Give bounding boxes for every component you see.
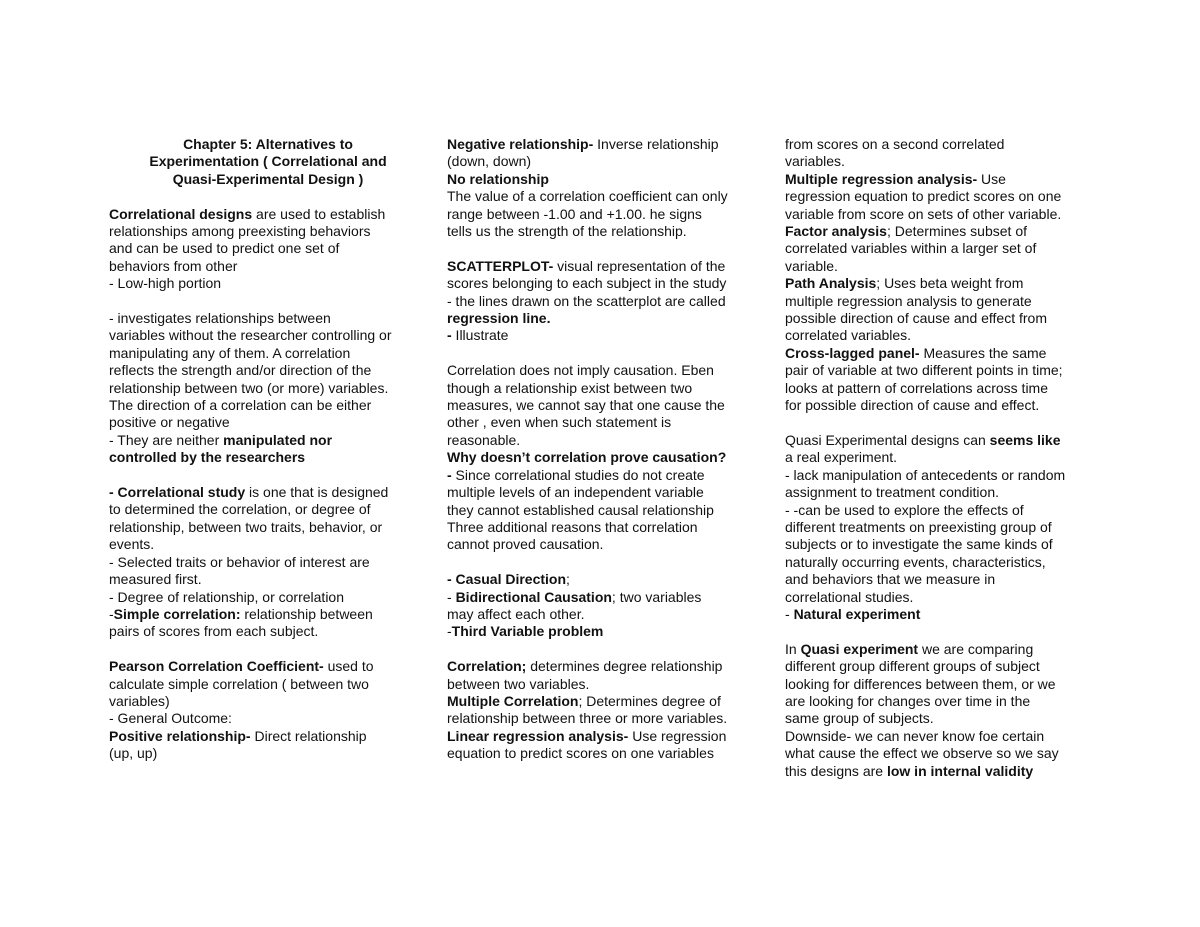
bold-term: Natural experiment <box>793 605 921 622</box>
text-line <box>785 310 1103 327</box>
text-segment: positive or negative <box>109 414 230 431</box>
text-line <box>785 136 1103 153</box>
text-line <box>785 240 1103 257</box>
text-line <box>109 676 427 693</box>
text-segment: correlated variables within a larger set of <box>785 240 1037 257</box>
text-line <box>785 206 1103 223</box>
text-segment: variables without the researcher controlling or <box>109 327 392 344</box>
text-line <box>785 327 1103 344</box>
text-segment: - <box>785 605 794 622</box>
text-segment: - <box>447 623 452 640</box>
text-segment: range between -1.00 and +1.00. he signs <box>447 205 702 222</box>
text-line <box>109 484 427 501</box>
text-line <box>447 606 765 623</box>
text-line <box>447 223 765 240</box>
text-segment: calculate simple correlation ( between two <box>109 675 369 692</box>
text-line <box>447 327 765 344</box>
text-segment: ; <box>566 571 570 588</box>
text-line <box>109 380 427 397</box>
text-line <box>447 467 765 484</box>
text-line <box>785 380 1103 397</box>
text-line <box>109 397 427 414</box>
text-line <box>785 710 1103 727</box>
text-segment: ; Uses beta weight from <box>876 275 1024 292</box>
text-line <box>785 153 1103 170</box>
blank-line <box>109 293 427 310</box>
text-segment: relationship, between two traits, behavior, or <box>109 518 383 535</box>
text-line <box>447 693 765 710</box>
bold-term: Third Variable problem <box>451 623 604 640</box>
text-line <box>785 432 1103 449</box>
text-segment: what cause the effect we observe so we say <box>785 745 1059 762</box>
page-title-line <box>109 171 427 188</box>
bold-term: Why doesn’t correlation prove causation? <box>447 449 727 466</box>
text-segment: Measures the same <box>919 344 1047 361</box>
text-line <box>109 223 427 240</box>
text-line <box>785 606 1103 623</box>
text-line <box>447 136 765 153</box>
text-line <box>785 693 1103 710</box>
text-segment: between two variables. <box>447 675 590 692</box>
text-line <box>447 519 765 536</box>
text-line <box>447 362 765 379</box>
text-line <box>109 519 427 536</box>
text-line <box>109 571 427 588</box>
text-line <box>785 467 1103 484</box>
bold-term: regression line. <box>447 310 551 327</box>
text-segment: subjects or to investigate the same kinds of <box>785 536 1053 553</box>
text-segment: - Selected traits or behavior of interest are <box>109 553 370 570</box>
text-line <box>109 554 427 571</box>
text-segment: correlational studies. <box>785 588 914 605</box>
text-segment: - Low-high portion <box>109 275 222 292</box>
text-segment: from scores on a second correlated <box>785 136 1005 152</box>
text-line <box>109 275 427 292</box>
text-line <box>785 502 1103 519</box>
bold-term: Multiple regression analysis- <box>785 170 978 187</box>
blank-line <box>109 467 427 484</box>
text-line <box>447 676 765 693</box>
text-line <box>109 623 427 640</box>
text-segment: looks at pattern of correlations across time <box>785 379 1049 396</box>
text-segment: assignment to treatment condition. <box>785 484 1000 501</box>
text-segment: tells us the strength of the relationship. <box>447 223 687 240</box>
text-segment: variables. <box>785 153 845 170</box>
text-segment: events. <box>109 536 155 553</box>
text-segment: is one that is designed <box>245 484 389 501</box>
text-segment: different treatments on preexisting group of <box>785 518 1052 535</box>
text-segment: Direct relationship <box>250 727 367 744</box>
text-line <box>447 449 765 466</box>
text-segment: for possible direction of cause and effect. <box>785 397 1040 414</box>
text-segment: reasonable. <box>447 431 521 448</box>
text-segment: - -can be used to explore the effects of <box>785 501 1024 518</box>
text-line <box>447 397 765 414</box>
text-line <box>447 589 765 606</box>
text-segment: - lack manipulation of antecedents or random <box>785 466 1066 483</box>
bold-term: Correlational designs <box>109 205 253 222</box>
text-segment: and can be used to predict one set of <box>109 240 340 257</box>
bold-term: Path Analysis <box>785 275 877 292</box>
bold-term: Positive relationship- <box>109 727 251 744</box>
text-segment: Use <box>977 170 1006 187</box>
bold-term: Correlation; <box>447 658 527 675</box>
bold-term: low in internal validity <box>886 762 1034 779</box>
text-line <box>447 536 765 553</box>
text-line <box>447 484 765 501</box>
text-line <box>785 676 1103 693</box>
page-title-line <box>109 153 427 170</box>
text-line <box>785 641 1103 658</box>
text-segment: and behaviors that we measure in <box>785 571 996 588</box>
text-line <box>447 275 765 292</box>
text-line <box>109 728 427 745</box>
text-segment: we are comparing <box>918 640 1034 657</box>
text-segment: Experimentation ( Correlational and <box>149 153 387 170</box>
text-segment: - They are neither <box>109 431 224 448</box>
text-line <box>447 502 765 519</box>
text-line <box>109 310 427 327</box>
text-line <box>785 519 1103 536</box>
bold-term: Cross-lagged panel- <box>785 344 920 361</box>
text-line <box>785 745 1103 762</box>
text-line <box>785 571 1103 588</box>
text-segment: they cannot established causal relationship <box>447 501 714 518</box>
text-line <box>785 188 1103 205</box>
text-segment: a real experiment. <box>785 449 898 466</box>
text-line <box>785 554 1103 571</box>
text-line <box>785 589 1103 606</box>
bold-term: - Casual Direction <box>447 571 567 588</box>
text-segment: used to <box>323 658 374 675</box>
text-segment: relationship between two (or more) variables. <box>109 379 389 396</box>
text-line <box>109 327 427 344</box>
bold-term: Negative relationship- <box>447 136 594 152</box>
text-segment: other , even when such statement is <box>447 414 672 431</box>
text-segment: scores belonging to each subject in the study <box>447 275 727 292</box>
text-segment: - investigates relationships between <box>109 310 331 327</box>
text-line <box>447 171 765 188</box>
text-segment: Use regression <box>628 727 727 744</box>
text-segment: relationship between three or more variables. <box>447 710 728 727</box>
bold-term: Multiple Correlation <box>447 692 579 709</box>
text-segment: (up, up) <box>109 745 158 762</box>
text-segment: ; two variables <box>611 588 702 605</box>
text-line <box>785 658 1103 675</box>
text-line <box>785 223 1103 240</box>
bold-term: Simple correlation: <box>113 605 241 622</box>
text-segment: relationships among preexisting behaviors <box>109 223 371 240</box>
text-segment: Downside- we can never know foe certain <box>785 727 1045 744</box>
text-line <box>109 345 427 362</box>
bold-term: manipulated nor <box>223 431 333 448</box>
text-line <box>109 501 427 518</box>
text-line <box>109 658 427 675</box>
text-line <box>447 293 765 310</box>
text-segment: reflects the strength and/or direction of the <box>109 362 372 379</box>
text-line <box>785 275 1103 292</box>
column-1 <box>109 136 427 763</box>
text-line <box>785 362 1103 379</box>
bold-term: Pearson Correlation Coefficient- <box>109 658 324 675</box>
text-segment: may affect each other. <box>447 605 585 622</box>
text-segment: Correlation does not imply causation. Eben <box>447 362 714 379</box>
text-line <box>109 589 427 606</box>
bold-term: Bidirectional Causation <box>455 588 612 605</box>
text-line <box>785 345 1103 362</box>
text-segment: determines degree relationship <box>526 658 723 675</box>
text-line <box>109 606 427 623</box>
bold-term: Quasi experiment <box>800 640 919 657</box>
text-segment: pair of variable at two different points in time; <box>785 362 1063 379</box>
text-segment: cannot proved causation. <box>447 536 604 553</box>
text-line <box>447 710 765 727</box>
text-segment: to determined the correlation, or degree of <box>109 501 371 518</box>
text-line <box>785 449 1103 466</box>
text-segment: measured first. <box>109 571 202 588</box>
text-segment: - General Outcome: <box>109 710 232 727</box>
blank-line <box>785 623 1103 640</box>
text-line <box>109 362 427 379</box>
text-line <box>785 536 1103 553</box>
text-line <box>785 171 1103 188</box>
text-segment: different group different groups of subject <box>785 658 1040 675</box>
column-2 <box>447 136 765 763</box>
text-segment: The value of a correlation coefficient can only <box>447 188 728 205</box>
blank-line <box>447 641 765 658</box>
text-line <box>447 571 765 588</box>
blank-line <box>447 554 765 571</box>
text-segment: Quasi Experimental designs can <box>785 431 990 448</box>
text-line <box>785 728 1103 745</box>
text-segment: visual representation of the <box>553 257 726 274</box>
text-segment: Illustrate <box>451 327 509 344</box>
text-segment: Chapter 5: Alternatives to <box>183 136 353 152</box>
text-line <box>447 728 765 745</box>
bold-term: seems like <box>989 431 1061 448</box>
text-line <box>109 432 427 449</box>
blank-line <box>109 188 427 205</box>
text-line <box>447 745 765 762</box>
text-line <box>447 658 765 675</box>
text-segment: relationship between <box>240 605 373 622</box>
text-segment: multiple regression analysis to generate <box>785 292 1032 309</box>
text-line <box>447 623 765 640</box>
text-segment: (down, down) <box>447 153 532 170</box>
text-segment: - <box>447 588 456 605</box>
text-segment: The direction of a correlation can be either <box>109 397 372 414</box>
bold-term: No relationship <box>447 170 549 187</box>
bold-term: - <box>447 327 452 344</box>
text-segment: equation to predict scores on one variables <box>447 745 714 762</box>
text-segment: variable from score on sets of other variable. <box>785 205 1062 222</box>
text-segment: this designs are <box>785 762 887 779</box>
bold-term: Factor analysis <box>785 223 887 240</box>
text-segment: multiple levels of an independent variable <box>447 484 704 501</box>
text-line <box>109 414 427 431</box>
text-line <box>447 310 765 327</box>
column-3 <box>785 136 1103 780</box>
text-segment: though a relationship exist between two <box>447 379 693 396</box>
bold-term: - Correlational study <box>109 484 246 501</box>
text-segment: correlated variables. <box>785 327 912 344</box>
text-segment: variables) <box>109 692 170 709</box>
text-segment: manipulating any of them. A correlation <box>109 344 351 361</box>
text-segment: measures, we cannot say that one cause the <box>447 397 725 414</box>
text-segment: ; Determines subset of <box>886 223 1027 240</box>
text-line <box>447 258 765 275</box>
text-line <box>447 206 765 223</box>
text-segment: ; Determines degree of <box>578 692 721 709</box>
bold-term: controlled by the researchers <box>109 449 306 466</box>
text-line <box>785 763 1103 780</box>
text-segment: pairs of scores from each subject. <box>109 623 319 640</box>
text-line <box>109 240 427 257</box>
text-segment: are used to establish <box>252 205 386 222</box>
text-segment: Inverse relationship <box>593 136 719 152</box>
bold-term: SCATTERPLOT- <box>447 257 554 274</box>
text-segment: regression equation to predict scores on one <box>785 188 1062 205</box>
text-line <box>447 414 765 431</box>
text-segment: Quasi-Experimental Design ) <box>172 170 364 187</box>
text-line <box>109 449 427 466</box>
blank-line <box>109 641 427 658</box>
text-segment: naturally occurring events, characteristics, <box>785 553 1046 570</box>
bold-term: - <box>447 466 452 483</box>
text-line <box>109 693 427 710</box>
text-line <box>109 258 427 275</box>
blank-line <box>447 345 765 362</box>
bold-term: Linear regression analysis- <box>447 727 629 744</box>
text-line <box>447 153 765 170</box>
text-segment: Since correlational studies do not create <box>451 466 705 483</box>
text-segment: In <box>785 640 801 657</box>
text-line <box>785 484 1103 501</box>
text-segment: are looking for changes over time in the <box>785 692 1031 709</box>
text-segment: - <box>109 605 114 622</box>
text-segment: same group of subjects. <box>785 710 934 727</box>
page-title-line <box>109 136 427 153</box>
text-line <box>109 745 427 762</box>
text-line <box>109 710 427 727</box>
text-segment: behaviors from other <box>109 257 238 274</box>
text-line <box>109 536 427 553</box>
text-line <box>785 397 1103 414</box>
text-line <box>785 258 1103 275</box>
text-segment: variable. <box>785 257 838 274</box>
text-segment: possible direction of cause and effect from <box>785 310 1048 327</box>
text-line <box>785 293 1103 310</box>
text-line <box>447 188 765 205</box>
text-segment: - the lines drawn on the scatterplot are called <box>447 292 726 309</box>
blank-line <box>785 415 1103 432</box>
text-line <box>447 380 765 397</box>
text-segment: looking for differences between them, or we <box>785 675 1056 692</box>
text-segment: - Degree of relationship, or correlation <box>109 588 345 605</box>
text-line <box>109 206 427 223</box>
text-segment: Three additional reasons that correlation <box>447 518 698 535</box>
blank-line <box>447 240 765 257</box>
text-line <box>447 432 765 449</box>
